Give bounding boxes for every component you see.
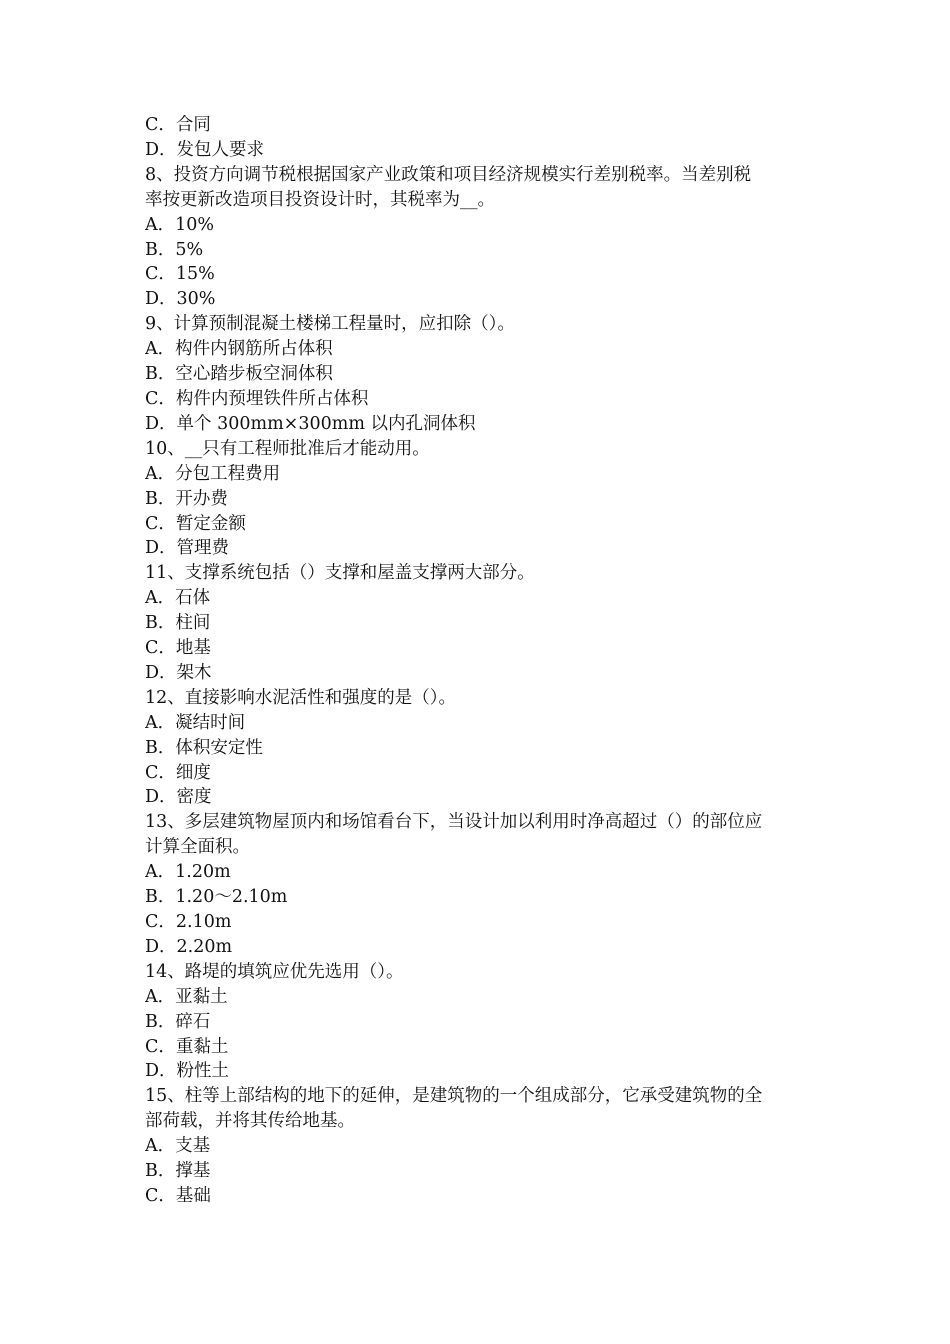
option: A．构件内钢筋所占体积 [145,339,333,360]
question-8 [145,163,810,312]
question-stem: 13、多层建筑物屋顶内和场馆看台下，当设计加以利用时净高超过（）的部位应 [145,812,763,833]
question-stem: 15、柱等上部结构的地下的延伸，是建筑物的一个组成部分，它承受建筑物的全 [145,1086,763,1107]
option: C．细度 [145,762,211,783]
option: B．开办费 [145,488,228,509]
option: A．凝结时间 [145,712,246,733]
question-list [145,113,810,1209]
option: C．暂定金额 [145,513,246,534]
option: B．撑基 [145,1161,211,1182]
option: C．合同 [145,115,211,135]
question-stem: 10、__只有工程师批准后才能动用。 [145,438,430,459]
question-9 [145,312,810,437]
question-10 [145,437,810,562]
option: B．体积安定性 [145,737,263,758]
option: C．构件内预埋铁件所占体积 [145,388,369,409]
option: C．2.10m [145,912,232,932]
option: D．单个 300mm×300mm 以内孔洞体积 [145,413,476,434]
option: A．1.20m [145,862,231,883]
option: D．架木 [145,662,212,683]
option: A．10% [145,214,215,235]
question-stem: 14、路堤的填筑应优先选用（）。 [145,961,404,982]
question-15 [145,1084,810,1209]
option: D．粉性土 [145,1061,230,1082]
option: A．亚黏土 [145,986,228,1007]
option: D．30% [145,289,216,310]
option: B．空心踏步板空洞体积 [145,364,333,385]
question-stem: 9、计算预制混凝土楼梯工程量时，应扣除（）。 [145,314,515,335]
option: A．分包工程费用 [145,463,281,484]
question-stem: 12、直接影响水泥活性和强度的是（）。 [145,687,457,708]
option: C．地基 [145,638,211,659]
question-13 [145,810,810,959]
question-stem: 部荷载，并将其传给地基。 [145,1111,355,1132]
question-12 [145,686,810,811]
question-14 [145,960,810,1085]
option: A．石体 [145,588,211,609]
option: B．柱间 [145,613,211,634]
option: B．1.20～2.10m [145,887,288,908]
option: D．发包人要求 [145,139,265,160]
option: C．重黏土 [145,1036,229,1057]
option: D．2.20m [145,936,233,957]
option: B．5% [145,239,204,260]
question-11 [145,561,810,686]
option: A．支基 [145,1136,211,1157]
question-stem: 11、支撑系统包括（）支撑和屋盖支撑两大部分。 [145,563,535,584]
question-stem: 计算全面积。 [145,837,250,858]
option: D．密度 [145,787,212,808]
question-stem: 率按更新改造项目投资设计时，其税率为__。 [145,189,495,210]
option: B．碎石 [145,1011,211,1032]
question-fragment [145,113,810,163]
question-stem: 8、投资方向调节税根据国家产业政策和项目经济规模实行差别税率。当差别税 [145,164,752,185]
option: C．15% [145,264,215,285]
option: D．管理费 [145,538,230,559]
option: C．基础 [145,1185,211,1206]
